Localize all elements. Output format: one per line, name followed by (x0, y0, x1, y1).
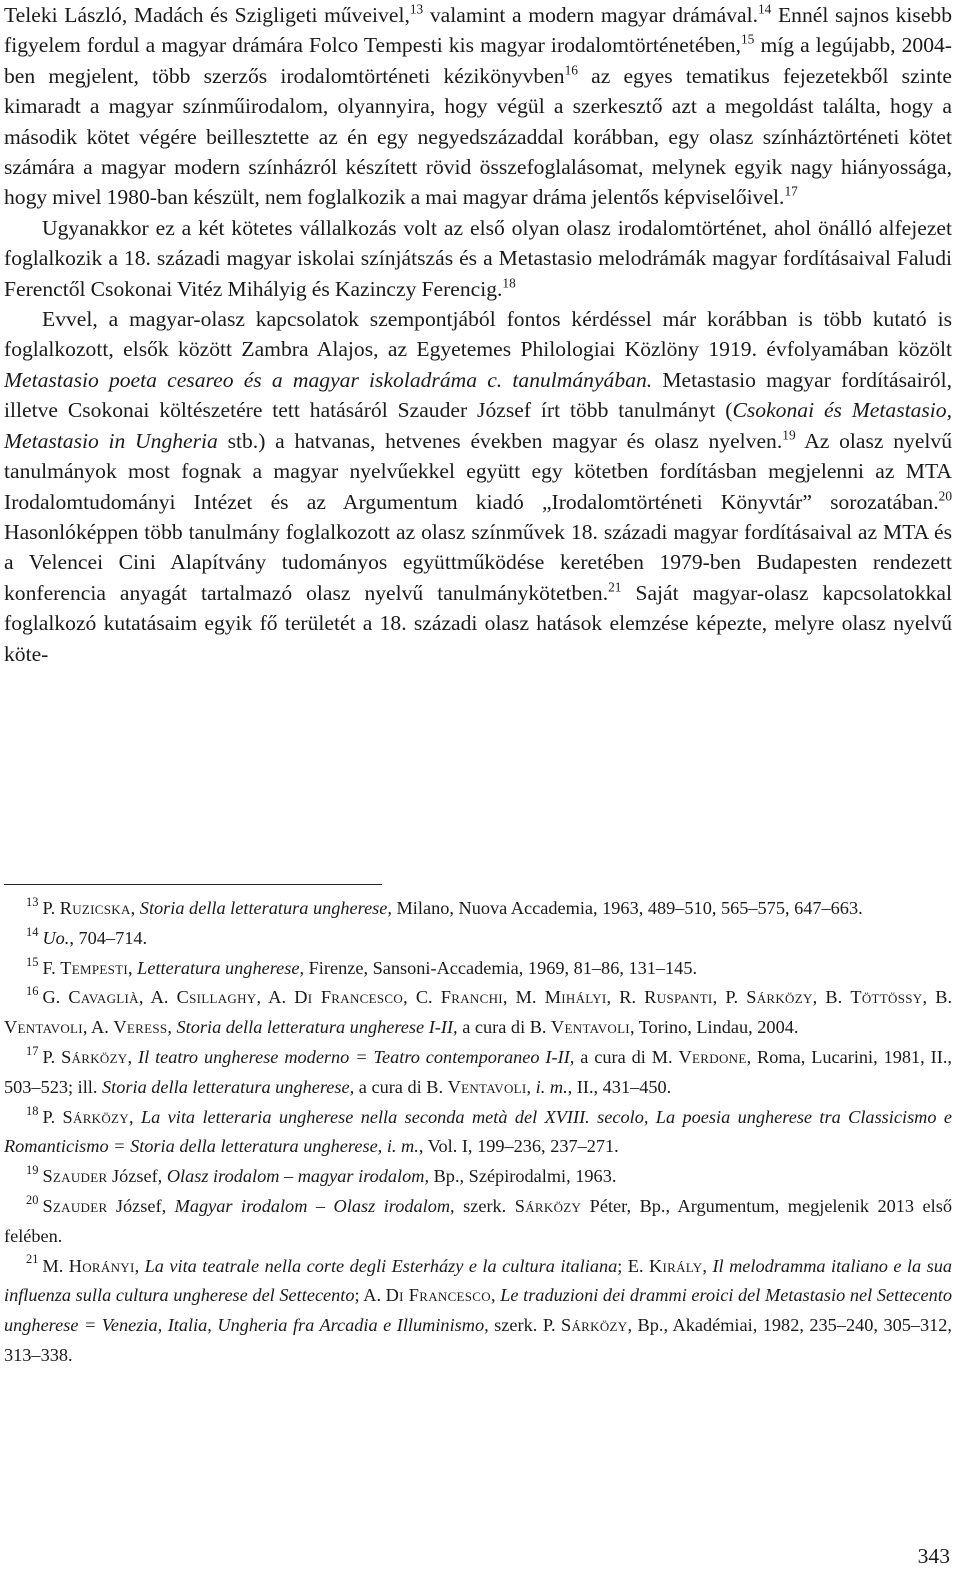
author-name: Sárközy (62, 1106, 129, 1127)
footnote (4, 1192, 952, 1252)
footnote-ref: 16 (26, 984, 39, 999)
text-run: , (130, 898, 140, 918)
text-run: , M. (502, 987, 545, 1008)
footnote-ref: 19 (26, 1163, 39, 1178)
text-run: , (127, 1046, 138, 1067)
author-name: Király (649, 1255, 703, 1276)
author-name: Sárközy (514, 1195, 582, 1216)
text-run: az egyes tematikus fejezetekből szinte kimaradt a magyar színműirodalom, olyannyira, hogy végül a szerkesztő azt a megoldást találta, hogy a második kötet végére beillesztette az én egy negyedszázaddal korábban, egy olasz színháztörténeti kötet számára a magyar modern színházról készített rövid összefoglalásomat, melynek egyik nagy hiányossága, hogy mivel 1980-ban készült, nem foglalkozik a mai magyar dráma jelentős képviselőivel. (4, 63, 952, 210)
footnotes (4, 894, 952, 1371)
text-run: P. (42, 1046, 62, 1067)
text-run: , A. (256, 987, 295, 1008)
author-name: Ruzicska (59, 898, 131, 918)
text-run: szerk. P. (488, 1315, 562, 1336)
footnote (4, 924, 952, 954)
paragraph-2 (4, 213, 952, 304)
text-run: F. (42, 957, 61, 978)
text-run: , B. (922, 987, 953, 1008)
italic-text: Storia della letteratura ungherese, (102, 1076, 355, 1097)
italic-text: Metastasio poeta cesareo és a magyar iskoladráma c. tanulmányában. (4, 367, 653, 392)
text-run: stb.) a hatvanas, hetvenes években magyar és olasz nyelven. (217, 428, 783, 453)
text-run: P. (42, 1106, 63, 1127)
text-run: Bp., Szépirodalmi, 1963. (429, 1166, 617, 1187)
text-run: , szerk. (450, 1195, 515, 1216)
footnote-ref: 20 (26, 1192, 39, 1207)
text-run: , (167, 1017, 177, 1038)
text-run: ; A. (354, 1285, 386, 1306)
italic-text: La vita teatrale nella corte degli Esterházy e la cultura italiana (144, 1255, 618, 1276)
text-run: Firenze, Sansoni-Accademia, 1969, 81–86, 131–145. (304, 957, 698, 978)
italic-text: Magyar irodalom – Olasz irodalom (174, 1195, 451, 1216)
footnote (4, 1252, 952, 1371)
text-run: Teleki László, Madách és Szigligeti műveivel, (4, 3, 410, 27)
footnote (4, 1043, 952, 1103)
text-run: , (128, 957, 138, 978)
author-name: Di Francesco (385, 1285, 491, 1306)
footnote-ref: 18 (26, 1103, 39, 1118)
text-run: , Torino, Lindau, 2004. (629, 1017, 799, 1038)
italic-text: Storia della letteratura ungherese I-II, (176, 1017, 458, 1038)
text-run: Metastasio magyar fordításairól, illetve Csokonai költészetére tett hatásáról Szauder József írt több tanulmányt ( (4, 367, 952, 423)
author-name: Di Francesco (294, 987, 404, 1008)
footnote-ref: 15 (26, 954, 39, 969)
text-run: Ennél sajnos kisebb figyelem fordul a magyar drámára Folco Tempesti kis magyar irodalomtörténetében, (4, 3, 952, 58)
text-run: G. (42, 987, 69, 1008)
footnote-ref: 16 (564, 62, 578, 78)
italic-text: Uo. (42, 927, 70, 948)
author-name: Szauder (42, 1195, 108, 1216)
text-run: , (128, 1106, 141, 1127)
text-run: , C. (403, 987, 441, 1008)
text-run: , R. (606, 987, 645, 1008)
main-text (4, 0, 952, 669)
italic-text: Il teatro ungherese moderno = Teatro contemporaneo I-II, (137, 1046, 575, 1067)
footnote-ref: 13 (26, 894, 39, 909)
author-name: Ventavoli (551, 1017, 630, 1038)
footnote-ref: 20 (938, 487, 952, 503)
italic-text: Letteratura ungherese, (137, 957, 305, 978)
text-run: József, (107, 1166, 167, 1187)
footnote-ref: 18 (502, 274, 516, 290)
text-run: , 704–714. (69, 927, 148, 948)
italic-text: i. m. (535, 1076, 568, 1097)
footnote (4, 1103, 952, 1163)
author-name: Franchi (440, 987, 503, 1008)
text-run: , Roma, Lucarini, 1981, II., 503–523; ill. (4, 1046, 952, 1097)
author-name: Veress (113, 1017, 168, 1038)
text-run: , (702, 1255, 713, 1276)
text-run: a cura di B. (457, 1017, 552, 1038)
author-name: Cavaglià (68, 987, 139, 1008)
italic-text: Le traduzioni dei drammi eroici del Metastasio nel Settecento ungherese = Venezia, Italia, Ungheria fra Arcadia e Illuminismo, (4, 1285, 952, 1336)
italic-text: Olasz irodalom – magyar irodalom, (166, 1166, 430, 1187)
footnote-ref: 14 (26, 924, 39, 939)
author-name: Töttössy (850, 987, 923, 1008)
author-name: Horányi (68, 1255, 135, 1276)
text-run: , (490, 1285, 501, 1306)
footnote-ref: 13 (409, 1, 424, 17)
text-run: , P. (712, 987, 747, 1008)
italic-text: Il melodramma italiano e la sua influenza sulla cultura ungherese del Settecento (4, 1255, 952, 1306)
text-run: , II., 431–450. (567, 1076, 672, 1097)
footnote-ref: 19 (782, 426, 796, 442)
italic-text: Csokonai és Metastasio, Metastasio in Ungheria (4, 398, 952, 453)
italic-text: Storia della letteratura ungherese, (139, 898, 392, 918)
italic-text: La vita letteraria ungherese nella seconda metà del XVIII. secolo, La poesia ungherese tra Classicismo e Romanticismo = Storia della letteratura ungherese, i. m. (4, 1106, 953, 1157)
author-name: Sárközy (61, 1046, 128, 1067)
paragraph-3 (4, 304, 952, 669)
footnote-ref: 17 (784, 183, 798, 199)
text-run: P. (42, 898, 60, 918)
author-name: Ventavoli (4, 1017, 83, 1038)
text-run: , B. (812, 987, 851, 1008)
author-name: Sárközy (561, 1315, 628, 1336)
footnote-ref: 14 (757, 1, 772, 17)
text-run: Péter, Bp., Argumentum, megjelenik 2013 első felében. (4, 1195, 952, 1246)
text-run: , (134, 1255, 145, 1276)
author-name: Mihályi (544, 987, 607, 1008)
text-run: ; E. (617, 1255, 649, 1276)
author-name: Ventavoli (447, 1076, 527, 1097)
author-name: Csillaghy (176, 987, 257, 1008)
footnote-ref: 15 (740, 31, 755, 47)
text-run: Ugyanakkor ez a két kötetes vállalkozás volt az első olyan olasz irodalomtörténet, ahol önálló alfejezet foglalkozik a 18. századi magyar iskolai színjátszás és a Metastasio melodrámák magyar fordításaival Faludi Ferenctől Csokonai Vitéz Mihályig és Kazinczy Ferencig. (4, 215, 952, 301)
footnote (4, 1162, 952, 1192)
author-name: Verdone (678, 1046, 747, 1067)
footnote (4, 954, 952, 984)
text-run: Evvel, a magyar-olasz kapcsolatok szempontjából fontos kérdéssel már korábban is több kutató is foglalkozott, elsők között Zambra Alajos, az Egyetemes Philologiai Közlöny 1919. évfolyamában közölt (4, 307, 952, 362)
text-run: a cura di M. (574, 1046, 679, 1067)
text-run: József, (107, 1195, 175, 1216)
text-run: , Bp., Akadémiai, 1982, 235–240, 305–312, 313–338. (4, 1315, 953, 1365)
footnote (4, 894, 952, 924)
footnote-ref: 21 (26, 1252, 39, 1267)
footnote (4, 983, 952, 1043)
author-name: Ruspanti (644, 987, 713, 1008)
text-run: , (526, 1076, 536, 1097)
text-run: Saját magyar-olasz kapcsolatokkal foglalkozó kutatásaim egyik fő területét a 18. századi olasz hatások elemzése képezte, melyre olasz nyelvű köte- (4, 580, 952, 666)
paragraph-1 (4, 0, 952, 213)
text-run: , A. (82, 1017, 114, 1038)
footnote-separator (4, 884, 382, 885)
footnote-ref: 17 (26, 1043, 39, 1058)
text-run: míg a legújabb, 2004-ben megjelent, több szerzős irodalomtörténeti kézikönyvben (4, 33, 952, 88)
author-name: Szauder (42, 1166, 108, 1187)
page-number: 343 (917, 1544, 950, 1568)
footnote-ref: 21 (608, 579, 622, 595)
text-run: Az olasz nyelvű tanulmányok most fognak a magyar nyelvűekkel együtt egy kötetben fordításban megjelenni az MTA Irodalomtudományi Intézet és az Argumentum kiadó „Irodalomtörténeti Könyvtár” sorozatában. (4, 428, 953, 514)
author-name: Tempesti (60, 957, 129, 978)
text-run: , A. (138, 987, 177, 1008)
text-run: , Vol. I, 199–236, 237–271. (418, 1136, 619, 1157)
author-name: Sárközy (746, 987, 813, 1008)
text-run: Hasonlóképpen több tanulmány foglalkozott az olasz színművek 18. századi magyar fordításaival az MTA és a Velencei Cini Alapítvány tudományos együttműködése keretében 1979-ben Budapesten rendezett konferencia anyagát tartalmazó olasz nyelvű tanulmánykötetben. (4, 519, 952, 605)
text-run: a cura di B. (354, 1076, 448, 1097)
text-run: M. (42, 1255, 69, 1276)
text-run: valamint a modern magyar drámával. (423, 3, 758, 27)
text-run: Milano, Nuova Accademia, 1963, 489–510, 565–575, 647–663. (391, 898, 863, 918)
